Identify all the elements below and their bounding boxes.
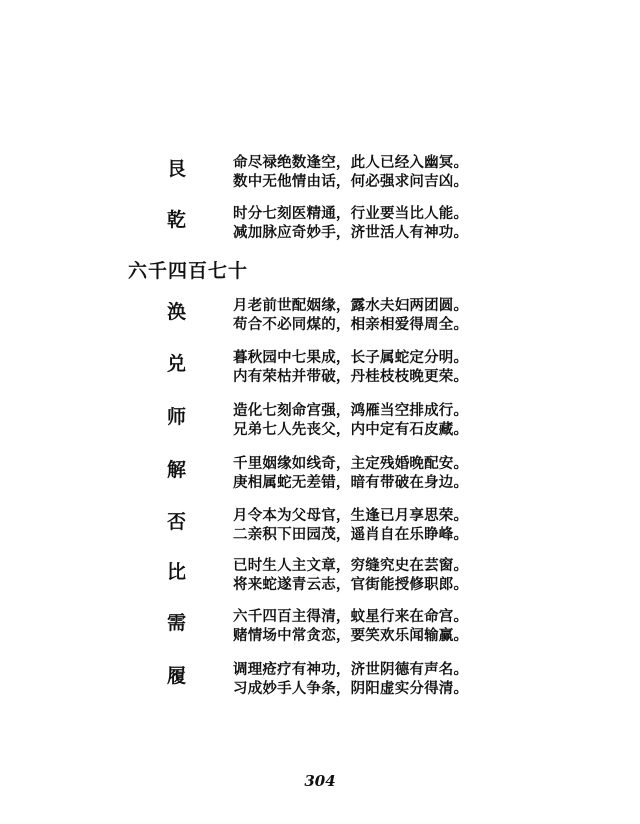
verse-line-2: 内有荣枯并带破，丹桂枝枝晚更荣。 [233,368,469,385]
verse-line-2: 苟合不必同煤的，相亲相爱得周全。 [233,316,469,333]
verse-line-2: 庚相属蛇无差错，暗有带破在身边。 [233,474,469,491]
verse-entry-qian [0,205,640,251]
hexagram-name: 涣 [167,301,187,323]
verse-line-2: 习成妙手人争条，阴阳虚实分得清。 [233,680,469,697]
verse-line-1: 命尽禄绝数逢空，此人已经入幽冥。 [233,154,469,171]
verse-entry [0,297,640,343]
hexagram-name: 艮 [167,158,187,180]
hexagram-name: 比 [167,561,187,583]
verse-line-1: 千里姻缘如线奇，主定残婚晚配安。 [233,455,469,472]
verse-line-2: 赌情场中常贪恋，要笑欢乐闻输赢。 [233,627,469,644]
verse-line-1: 六千四百主得清，蚊星行来在命宫。 [233,608,469,625]
verse-entry [0,661,640,707]
verse-line-2: 数中无他情由话，何必强求问吉凶。 [233,173,469,190]
hexagram-name: 解 [167,459,187,481]
hexagram-name: 兑 [167,353,187,375]
verse-entry [0,608,640,654]
verse-line-2: 减加脉应奇妙手，济世活人有神功。 [233,224,469,241]
verse-entry [0,557,640,603]
verse-entry [0,507,640,553]
verse-line-1: 时分七刻医精通，行业要当比人能。 [233,205,469,222]
page-number: 304 [304,772,336,790]
verse-entry [0,455,640,501]
verse-line-1: 已时生人主文章，穷缝究史在芸窗。 [233,557,469,574]
hexagram-name: 师 [167,406,187,428]
verse-entry [0,402,640,448]
verse-line-2: 兄弟七人先丧父，内中定有石皮藏。 [233,421,469,438]
section-heading: 六千四百七十 [128,260,249,282]
verse-line-2: 二亲积下田园茂，遥肖自在乐睁峰。 [233,526,469,543]
verse-line-1: 月令本为父母官，生逢已月享思荣。 [233,507,469,524]
verse-line-1: 月老前世配姻缘，露水夫妇两团圆。 [233,297,469,314]
hexagram-name: 否 [167,511,187,533]
verse-line-1: 暮秋园中七果成，长子属蛇定分明。 [233,349,469,366]
hexagram-name: 乾 [167,209,187,231]
verse-entry-gen [0,154,640,200]
verse-line-1: 造化七刻命宫强，鸿雁当空排成行。 [233,402,469,419]
hexagram-name: 需 [167,612,187,634]
hexagram-name: 履 [167,665,187,687]
verse-entry [0,349,640,395]
verse-line-1: 调理疮疗有神功，济世阴德有声名。 [233,661,469,678]
verse-line-2: 将来蛇遂青云志，官街能授修职郎。 [233,576,469,593]
